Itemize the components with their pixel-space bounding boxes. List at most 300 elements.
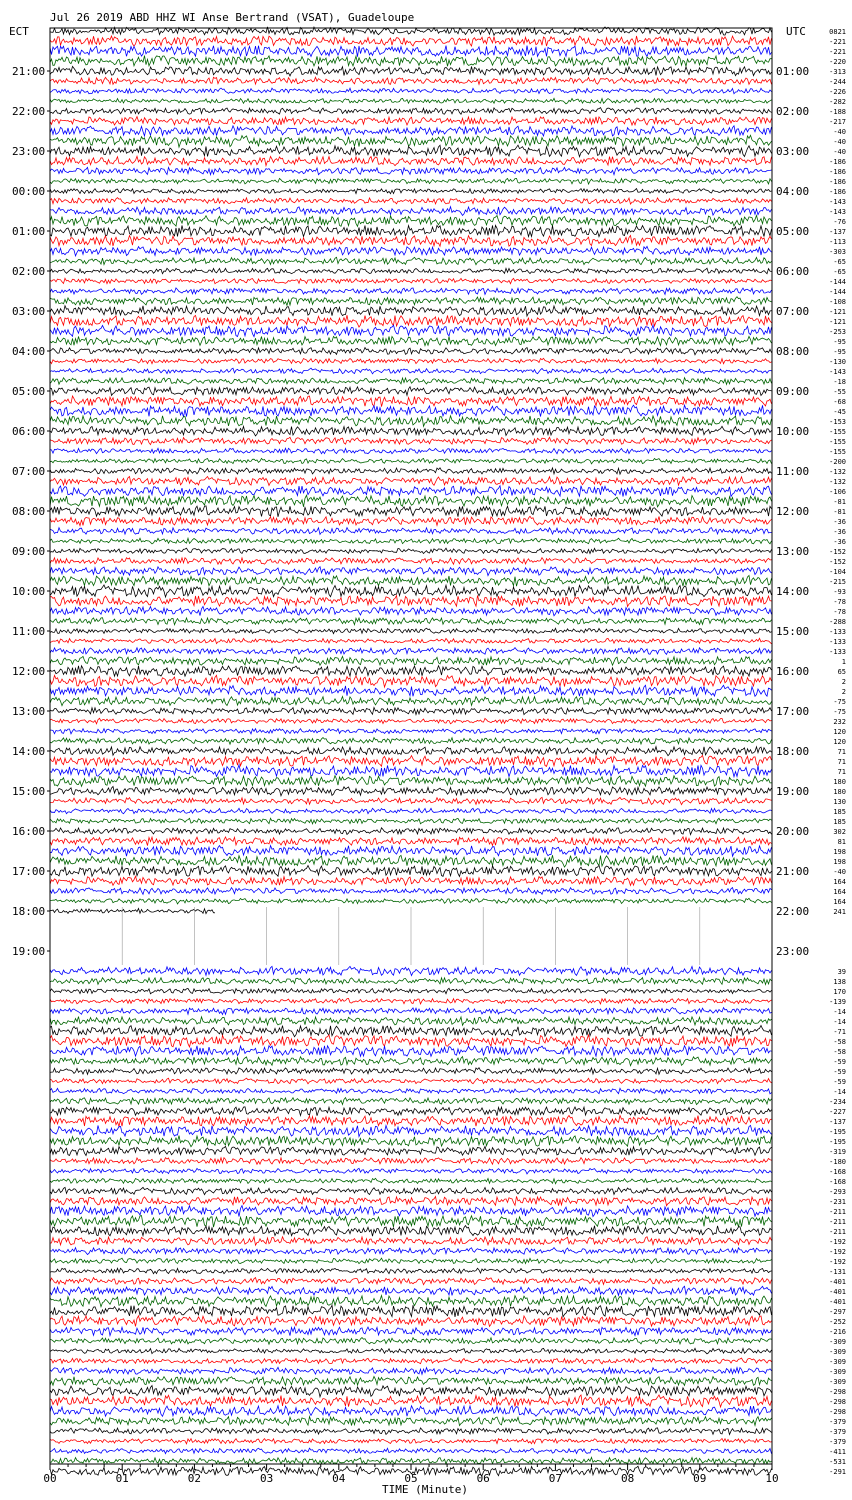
- trace-offset-label: 130: [833, 798, 846, 806]
- left-hour-label: 22:00: [12, 105, 46, 118]
- trace-offset-label: -155: [829, 448, 846, 456]
- trace-offset-label: -211: [829, 1218, 846, 1226]
- trace-line: [50, 797, 772, 804]
- trace-line: [50, 1158, 772, 1165]
- trace-offset-label: 232: [833, 718, 846, 726]
- right-timezone-label: UTC: [786, 25, 806, 38]
- trace-line: [50, 618, 772, 625]
- trace-line: [50, 1008, 772, 1015]
- left-hour-label: 05:00: [12, 385, 46, 398]
- trace-offset-label: -211: [829, 1228, 846, 1236]
- trace-line: [50, 787, 772, 796]
- right-hour-label: 07:00: [776, 305, 810, 318]
- trace-offset-label: -106: [829, 488, 846, 496]
- trace-offset-label: -137: [829, 1118, 846, 1126]
- trace-offset-label: -75: [833, 698, 846, 706]
- trace-offset-label: -144: [829, 288, 846, 296]
- trace-line: [50, 458, 772, 463]
- left-timezone-label: ECT: [9, 25, 29, 38]
- trace-line: [50, 1237, 772, 1246]
- trace-line: [50, 1278, 772, 1285]
- trace-line: [50, 1168, 772, 1174]
- trace-line: [50, 656, 772, 665]
- trace-line: [50, 1088, 772, 1094]
- trace-offset-label: 1: [841, 658, 846, 666]
- trace-line: [50, 628, 772, 633]
- trace-line: [50, 818, 772, 824]
- left-hour-label: 03:00: [12, 305, 46, 318]
- trace-line: [50, 117, 772, 126]
- trace-line: [50, 1196, 772, 1205]
- trace-line: [50, 558, 772, 565]
- trace-offset-label: -211: [829, 1208, 846, 1216]
- trace-line: [50, 145, 772, 157]
- right-hour-label: 03:00: [776, 145, 810, 158]
- trace-offset-label: -65: [833, 258, 846, 266]
- right-hour-label: 05:00: [776, 225, 810, 238]
- trace-offset-label: -186: [829, 168, 846, 176]
- trace-offset-label: 241: [833, 908, 846, 916]
- right-hour-label: 12:00: [776, 505, 810, 518]
- right-hour-label: 04:00: [776, 185, 810, 198]
- trace-offset-label: -282: [829, 98, 846, 106]
- trace-line: [50, 1107, 772, 1116]
- left-hour-label: 23:00: [12, 145, 46, 158]
- trace-offset-label: -231: [829, 1198, 846, 1206]
- trace-offset-label: -155: [829, 428, 846, 436]
- trace-line: [50, 1296, 772, 1307]
- chart-title: Jul 26 2019 ABD HHZ WI Anse Bertrand (VSAT), Guadeloupe: [50, 11, 415, 24]
- trace-offset-label: -58: [833, 1038, 846, 1046]
- trace-line: [50, 998, 772, 1004]
- trace-offset-label: -531: [829, 1458, 846, 1466]
- trace-line: [50, 576, 772, 587]
- trace-line: [50, 1406, 772, 1417]
- trace-line: [50, 368, 772, 374]
- trace-line: [50, 1377, 772, 1386]
- right-hour-label: 08:00: [776, 345, 810, 358]
- trace-offset-label: -14: [833, 1088, 846, 1096]
- trace-line: [50, 288, 772, 295]
- trace-offset-label: -309: [829, 1378, 846, 1386]
- trace-offset-label: -309: [829, 1338, 846, 1346]
- left-hour-label: 04:00: [12, 345, 46, 358]
- trace-line: [50, 66, 772, 76]
- right-hour-label: 17:00: [776, 705, 810, 718]
- trace-offset-label: 185: [833, 818, 846, 826]
- trace-offset-label: -288: [829, 618, 846, 626]
- trace-offset-label: -93: [833, 588, 846, 596]
- trace-offset-labels: [829, 28, 846, 1476]
- trace-line: [50, 189, 772, 194]
- trace-line: [50, 448, 772, 453]
- trace-line: [50, 1348, 772, 1354]
- trace-line: [50, 1327, 772, 1336]
- trace-offset-label: -104: [829, 568, 846, 576]
- trace-offset-label: -121: [829, 318, 846, 326]
- x-axis: [43, 1464, 778, 1485]
- trace-line: [50, 528, 772, 535]
- trace-line: [50, 437, 772, 444]
- trace-line: [50, 126, 772, 136]
- trace-offset-label: -309: [829, 1368, 846, 1376]
- left-hour-labels: [12, 65, 50, 958]
- trace-offset-label: -401: [829, 1278, 846, 1286]
- trace-offset-label: -379: [829, 1438, 846, 1446]
- trace-line: [50, 506, 772, 517]
- trace-line: [50, 1338, 772, 1345]
- trace-offset-label: -297: [829, 1308, 846, 1316]
- trace-offset-label: -95: [833, 338, 846, 346]
- trace-line: [50, 257, 772, 264]
- trace-offset-label: -221: [829, 48, 846, 56]
- trace-offset-label: 2: [841, 678, 846, 686]
- left-hour-label: 01:00: [12, 225, 46, 238]
- trace-offset-label: 0821: [829, 28, 846, 36]
- trace-line: [50, 607, 772, 616]
- trace-offset-label: -309: [829, 1358, 846, 1366]
- trace-offset-label: -121: [829, 308, 846, 316]
- trace-offset-label: 180: [833, 778, 846, 786]
- trace-offset-label: -59: [833, 1058, 846, 1066]
- right-hour-label: 21:00: [776, 865, 810, 878]
- trace-line: [50, 278, 772, 283]
- plot-frame: [50, 28, 772, 1464]
- x-tick-label: 07: [548, 1472, 563, 1485]
- trace-line: [50, 1428, 772, 1435]
- trace-line: [50, 405, 772, 417]
- trace-offset-label: 170: [833, 988, 846, 996]
- trace-offset-label: -192: [829, 1238, 846, 1246]
- trace-line: [50, 1439, 772, 1444]
- trace-line: [50, 909, 215, 914]
- trace-offset-label: 302: [833, 828, 846, 836]
- trace-offset-label: -58: [833, 1048, 846, 1056]
- left-hour-label: 06:00: [12, 425, 46, 438]
- trace-offset-label: -131: [829, 1268, 846, 1276]
- trace-offset-label: -220: [829, 58, 846, 66]
- trace-line: [50, 1116, 772, 1127]
- trace-line: [50, 685, 772, 696]
- trace-line: [50, 765, 772, 777]
- trace-line: [50, 516, 772, 525]
- trace-line: [50, 225, 772, 236]
- right-hour-label: 20:00: [776, 825, 810, 838]
- trace-offset-label: -113: [829, 238, 846, 246]
- trace-line: [50, 708, 772, 715]
- trace-offset-label: 71: [837, 768, 846, 776]
- trace-line: [50, 1395, 772, 1407]
- trace-offset-label: -81: [833, 508, 846, 516]
- trace-offset-label: -155: [829, 438, 846, 446]
- trace-offset-label: -401: [829, 1288, 846, 1296]
- left-hour-label: 11:00: [12, 625, 46, 638]
- trace-offset-label: -313: [829, 68, 846, 76]
- trace-offset-label: -303: [829, 248, 846, 256]
- trace-line: [50, 666, 772, 677]
- left-hour-label: 00:00: [12, 185, 46, 198]
- trace-line: [50, 378, 772, 385]
- trace-offset-label: -379: [829, 1428, 846, 1436]
- trace-offset-label: -14: [833, 1008, 846, 1016]
- trace-line: [50, 1026, 772, 1037]
- trace-line: [50, 297, 772, 306]
- trace-offset-label: -217: [829, 118, 846, 126]
- trace-line: [50, 1226, 772, 1237]
- trace-line: [50, 747, 772, 756]
- trace-offset-label: -143: [829, 208, 846, 216]
- trace-offset-label: 180: [833, 788, 846, 796]
- trace-offset-label: 198: [833, 848, 846, 856]
- trace-offset-label: -379: [829, 1418, 846, 1426]
- trace-offset-label: -14: [833, 1018, 846, 1026]
- trace-line: [50, 207, 772, 216]
- trace-line: [50, 468, 772, 474]
- trace-line: [50, 108, 772, 115]
- trace-offset-label: -76: [833, 218, 846, 226]
- trace-offset-label: -59: [833, 1078, 846, 1086]
- trace-offset-label: -152: [829, 558, 846, 566]
- trace-line: [50, 865, 772, 876]
- trace-line: [50, 1258, 772, 1263]
- trace-line: [50, 638, 772, 644]
- trace-offset-label: -132: [829, 468, 846, 476]
- trace-offset-label: -293: [829, 1188, 846, 1196]
- trace-line: [50, 837, 772, 846]
- trace-line: [50, 1068, 772, 1075]
- left-hour-label: 09:00: [12, 545, 46, 558]
- right-hour-label: 15:00: [776, 625, 810, 638]
- trace-offset-label: -130: [829, 358, 846, 366]
- right-hour-label: 06:00: [776, 265, 810, 278]
- trace-offset-label: -401: [829, 1298, 846, 1306]
- trace-offset-label: 39: [837, 968, 846, 976]
- trace-line: [50, 1286, 772, 1295]
- seismic-traces: [50, 27, 772, 1476]
- right-hour-label: 18:00: [776, 745, 810, 758]
- right-hour-label: 23:00: [776, 945, 810, 958]
- x-tick-label: 02: [187, 1472, 202, 1485]
- trace-line: [50, 988, 772, 994]
- trace-offset-label: -152: [829, 548, 846, 556]
- left-hour-label: 18:00: [12, 905, 46, 918]
- x-tick-label: 10: [765, 1472, 779, 1485]
- trace-line: [50, 538, 772, 544]
- trace-offset-label: -144: [829, 278, 846, 286]
- trace-line: [50, 396, 772, 407]
- trace-offset-label: -298: [829, 1398, 846, 1406]
- trace-line: [50, 596, 772, 607]
- trace-line: [50, 236, 772, 247]
- trace-line: [50, 888, 772, 895]
- left-hour-label: 10:00: [12, 585, 46, 598]
- left-hour-label: 19:00: [12, 945, 46, 958]
- trace-offset-label: -186: [829, 188, 846, 196]
- trace-offset-label: 164: [833, 888, 846, 896]
- trace-offset-label: -227: [829, 1108, 846, 1116]
- trace-offset-label: -108: [829, 298, 846, 306]
- trace-line: [50, 1206, 772, 1217]
- trace-line: [50, 88, 772, 94]
- trace-line: [50, 1448, 772, 1454]
- trace-line: [50, 1098, 772, 1105]
- trace-offset-label: 185: [833, 808, 846, 816]
- x-tick-label: 06: [476, 1472, 490, 1485]
- right-hour-label: 02:00: [776, 105, 810, 118]
- trace-offset-label: -195: [829, 1138, 846, 1146]
- trace-line: [50, 978, 772, 985]
- trace-line: [50, 77, 772, 84]
- trace-line: [50, 387, 772, 396]
- trace-offset-label: -186: [829, 158, 846, 166]
- trace-line: [50, 348, 772, 355]
- trace-line: [50, 675, 772, 687]
- trace-line: [50, 306, 772, 316]
- trace-line: [50, 1017, 772, 1026]
- right-hour-label: 16:00: [776, 665, 810, 678]
- trace-offset-label: -221: [829, 38, 846, 46]
- trace-offset-label: 120: [833, 728, 846, 736]
- trace-offset-label: -192: [829, 1248, 846, 1256]
- right-hour-label: 19:00: [776, 785, 810, 798]
- trace-line: [50, 808, 772, 813]
- trace-line: [50, 648, 772, 655]
- trace-offset-label: -298: [829, 1388, 846, 1396]
- trace-offset-label: -411: [829, 1448, 846, 1456]
- trace-offset-label: -168: [829, 1178, 846, 1186]
- trace-line: [50, 46, 772, 57]
- trace-line: [50, 1367, 772, 1374]
- trace-line: [50, 548, 772, 553]
- left-hour-label: 14:00: [12, 745, 46, 758]
- left-hour-label: 12:00: [12, 665, 46, 678]
- trace-line: [50, 1316, 772, 1327]
- trace-offset-label: -133: [829, 628, 846, 636]
- trace-line: [50, 198, 772, 204]
- trace-offset-label: -40: [833, 148, 846, 156]
- trace-line: [50, 167, 772, 174]
- left-hour-label: 16:00: [12, 825, 46, 838]
- x-tick-label: 09: [693, 1472, 707, 1485]
- trace-offset-label: -168: [829, 1168, 846, 1176]
- right-hour-label: 22:00: [776, 905, 810, 918]
- trace-offset-label: 198: [833, 858, 846, 866]
- trace-offset-label: -200: [829, 458, 846, 466]
- trace-line: [50, 718, 772, 724]
- trace-offset-label: -65: [833, 268, 846, 276]
- trace-offset-label: -192: [829, 1258, 846, 1266]
- trace-offset-label: -253: [829, 328, 846, 336]
- trace-offset-label: 81: [837, 838, 846, 846]
- trace-offset-label: -36: [833, 518, 846, 526]
- trace-line: [50, 1216, 772, 1228]
- trace-line: [50, 846, 772, 857]
- left-hour-label: 17:00: [12, 865, 46, 878]
- trace-line: [50, 416, 772, 427]
- trace-line: [50, 178, 772, 184]
- trace-line: [50, 486, 772, 497]
- trace-line: [50, 156, 772, 165]
- trace-line: [50, 1417, 772, 1426]
- trace-offset-label: -188: [829, 108, 846, 116]
- trace-offset-label: -40: [833, 868, 846, 876]
- trace-offset-label: -132: [829, 478, 846, 486]
- right-hour-label: 10:00: [776, 425, 810, 438]
- x-tick-label: 05: [404, 1472, 418, 1485]
- trace-line: [50, 1125, 772, 1136]
- trace-offset-label: 71: [837, 748, 846, 756]
- trace-line: [50, 1268, 772, 1273]
- right-hour-label: 01:00: [776, 65, 810, 78]
- trace-line: [50, 738, 772, 745]
- right-hour-label: 14:00: [776, 585, 810, 598]
- x-tick-label: 03: [259, 1472, 274, 1485]
- trace-offset-label: 164: [833, 878, 846, 886]
- trace-line: [50, 216, 772, 227]
- trace-offset-label: -133: [829, 648, 846, 656]
- trace-offset-label: -291: [829, 1468, 846, 1476]
- x-tick-label: 00: [43, 1472, 57, 1485]
- trace-line: [50, 1146, 772, 1155]
- trace-line: [50, 755, 772, 766]
- trace-line: [50, 426, 772, 436]
- trace-offset-label: -75: [833, 708, 846, 716]
- trace-line: [50, 855, 772, 867]
- right-hour-label: 13:00: [776, 545, 810, 558]
- left-hour-label: 02:00: [12, 265, 46, 278]
- trace-line: [50, 1187, 772, 1194]
- trace-line: [50, 1046, 772, 1057]
- trace-offset-label: -252: [829, 1318, 846, 1326]
- left-hour-label: 21:00: [12, 65, 46, 78]
- trace-offset-label: -68: [833, 398, 846, 406]
- trace-line: [50, 315, 772, 327]
- trace-offset-label: -59: [833, 1068, 846, 1076]
- trace-line: [50, 1178, 772, 1183]
- trace-offset-label: -309: [829, 1348, 846, 1356]
- trace-line: [50, 567, 772, 576]
- left-hour-label: 07:00: [12, 465, 46, 478]
- trace-offset-label: 120: [833, 738, 846, 746]
- trace-offset-label: -319: [829, 1148, 846, 1156]
- trace-line: [50, 828, 772, 835]
- trace-line: [50, 98, 772, 104]
- trace-offset-label: -298: [829, 1408, 846, 1416]
- trace-line: [50, 495, 772, 507]
- trace-line: [50, 1248, 772, 1255]
- trace-offset-label: 2: [841, 688, 846, 696]
- trace-line: [50, 776, 772, 787]
- trace-offset-label: -143: [829, 198, 846, 206]
- trace-line: [50, 246, 772, 256]
- trace-offset-label: -195: [829, 1128, 846, 1136]
- trace-line: [50, 358, 772, 363]
- trace-offset-label: -180: [829, 1158, 846, 1166]
- x-axis-label: TIME (Minute): [381, 1483, 469, 1496]
- trace-line: [50, 585, 772, 597]
- trace-offset-label: -153: [829, 418, 846, 426]
- x-tick-label: 01: [115, 1472, 129, 1485]
- trace-offset-label: -234: [829, 1098, 846, 1106]
- trace-line: [50, 1078, 772, 1084]
- trace-offset-label: -78: [833, 598, 846, 606]
- trace-line: [50, 729, 772, 734]
- trace-line: [50, 697, 772, 706]
- trace-line: [50, 56, 772, 67]
- trace-line: [50, 1136, 772, 1147]
- trace-offset-label: -71: [833, 1028, 846, 1036]
- trace-offset-label: -244: [829, 78, 846, 86]
